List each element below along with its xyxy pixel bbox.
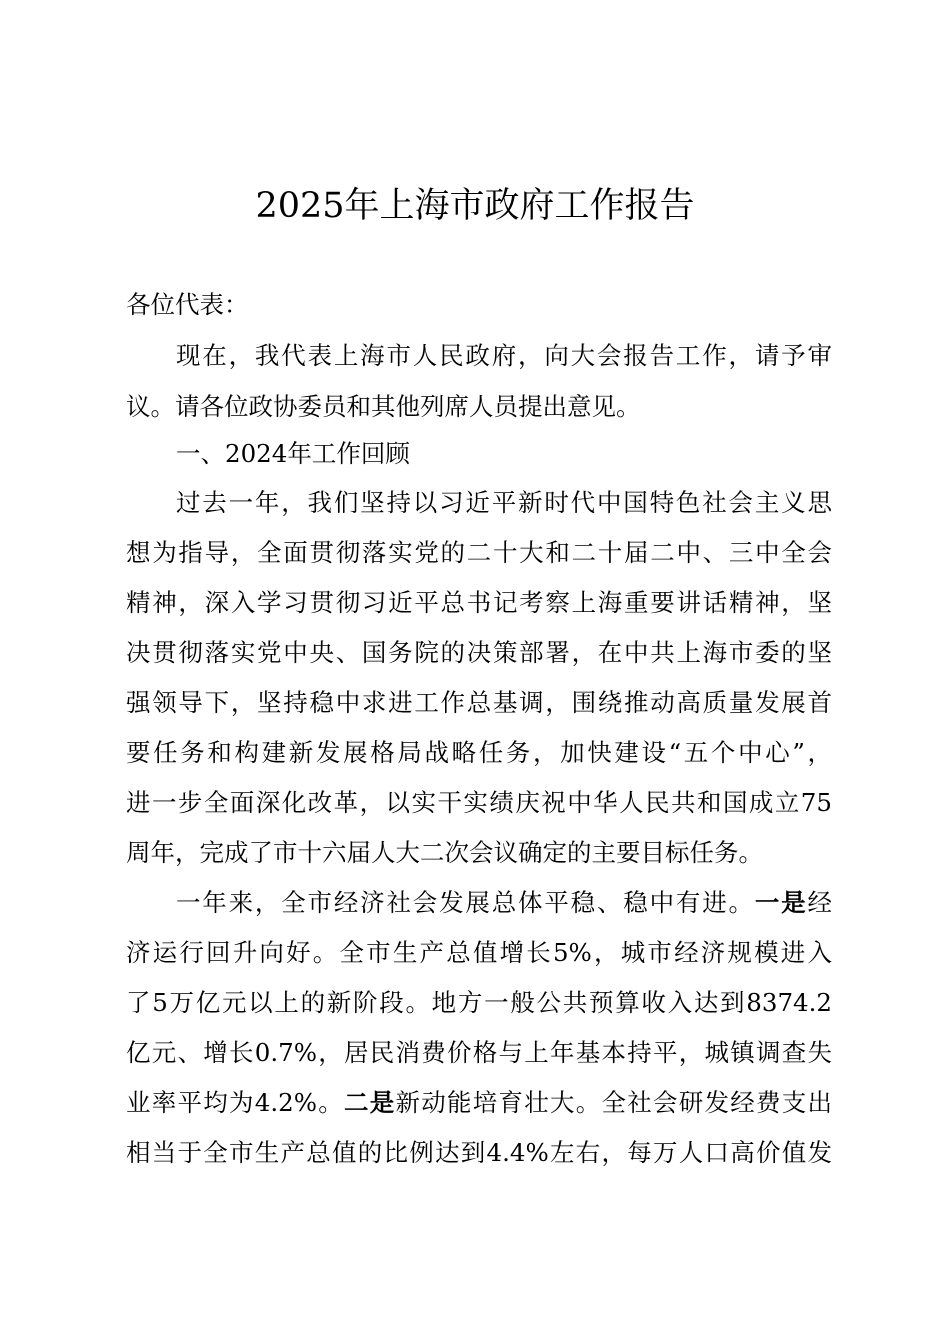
paragraph-line [126,1087,832,1119]
salutation: 各位代表： [126,290,249,319]
paragraph-line: 济运行回升向好。全市生产总值增长5%，城市经济规模进入 [126,938,832,967]
paragraph-line: 进一步全面深化改革，以实干实绩庆祝中华人民共和国成立75 [126,788,832,817]
paragraph-line: 强领导下，坚持稳中求进工作总基调，围绕推动高质量发展首 [126,688,832,717]
paragraph-line: 亿元、增长0.7%，居民消费价格与上年基本持平，城镇调查失 [126,1038,832,1067]
emphasis-text: 一是 [754,888,808,917]
paragraph-line: 周年，完成了市十六届人大二次会议确定的主要目标任务。 [126,838,763,867]
paragraph-line: 过去一年，我们坚持以习近平新时代中国特色社会主义思 [176,488,832,517]
paragraph-line: 现在，我代表上海市人民政府，向大会报告工作，请予审 [176,341,832,370]
paragraph-line: 决贯彻落实党中央、国务院的决策部署，在中共上海市委的坚 [126,638,832,667]
paragraph-line: 了5万亿元以上的新阶段。地方一般公共预算收入达到8374.2 [126,988,832,1017]
emphasis-text: 二是 [344,1088,396,1117]
text-run: 经 [807,888,832,917]
paragraph-line: 议。请各位政协委员和其他列席人员提出意见。 [126,392,641,421]
text-run: 一年来，全市经济社会发展总体平稳、稳中有进。 [176,888,755,917]
page-title: 2025年上海市政府工作报告 [255,186,695,226]
paragraph-line: 要任务和构建新发展格局战略任务，加快建设“五个中心”， [126,738,832,767]
paragraph-line: 相当于全市生产总值的比例达到4.4%左右，每万人口高价值发 [126,1138,832,1167]
text-run: 业率平均为4.2%。 [126,1088,344,1117]
paragraph-line: 想为指导，全面贯彻落实党的二十大和二十届二中、三中全会 [126,538,832,567]
paragraph-line [176,887,832,919]
paragraph-line: 精神，深入学习贯彻习近平总书记考察上海重要讲话精神，坚 [126,588,832,617]
section-heading: 一、2024年工作回顾 [176,439,410,468]
text-run: 新动能培育壮大。全社会研发经费支出 [395,1088,832,1117]
